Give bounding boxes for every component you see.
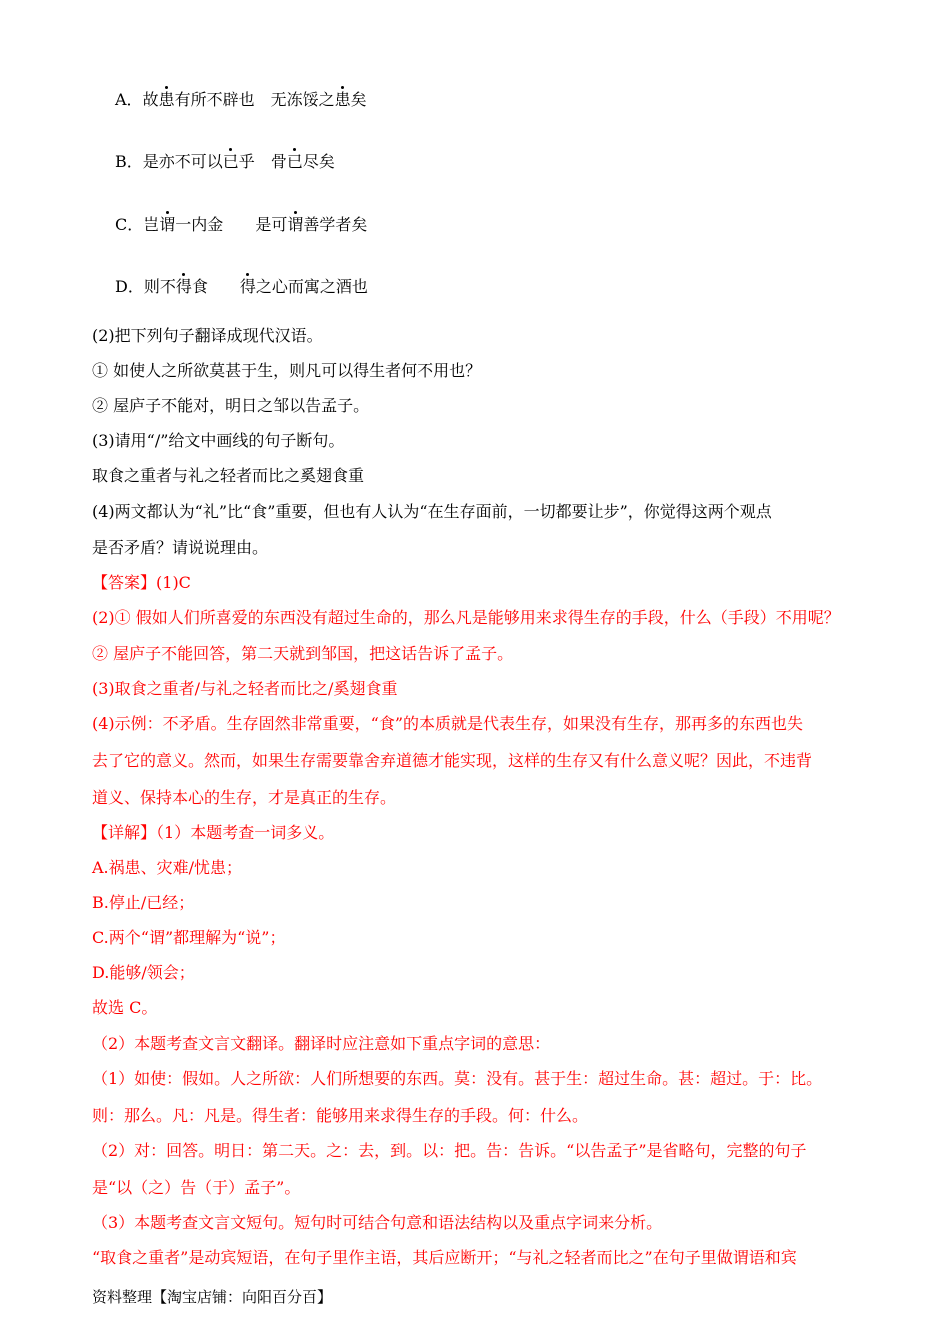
answer-section — [92, 573, 191, 593]
question-3-sentence: 取食之重者与礼之轻者而比之奚翅食重 — [92, 466, 365, 485]
emphasis-dot-char: 谓 — [287, 215, 304, 234]
question-2: (2)把下列句子翻译成现代汉语。 — [92, 326, 323, 345]
detail-section — [92, 823, 334, 843]
detail-option-c: C.两个“谓”都理解为“说”； — [92, 928, 286, 947]
option-b: B．是亦不可以已乎 骨已尽矣 — [115, 152, 335, 171]
question-3: (3)请用“/”给文中画线的句子断句。 — [92, 431, 345, 450]
emphasis-dot-char: 谓 — [159, 215, 176, 234]
page-footer: 资料整理【淘宝店铺：向阳百分百】 — [92, 1288, 333, 1306]
question-2-item-1: ① 如使人之所欲莫甚于生，则凡可以得生者何不用也？ — [92, 361, 482, 380]
answer-1: (1)C — [156, 573, 191, 592]
emphasis-dot-char: 已 — [222, 152, 239, 171]
answer-3: (3)取食之重者/与礼之轻者而比之/奚翅食重 — [92, 679, 398, 698]
detail-1: （1）本题考查一词多义。 — [156, 823, 335, 842]
detail-label: 【详解】 — [92, 823, 157, 842]
detail-2-1-line-2: 则：那么。凡：凡是。得生者：能够用来求得生存的手段。何：什么。 — [92, 1106, 589, 1125]
option-a: A．故患有所不辟也 无冻馁之患矣 — [115, 90, 367, 109]
detail-3-line-1: “取食之重者”是动宾短语，在句子里作主语，其后应断开；“与礼之轻者而比之”在句子里做谓语和宾 — [92, 1248, 797, 1267]
answer-4-line-3: 道义、保持本心的生存，才是真正的生存。 — [92, 788, 397, 807]
answer-2-line-1: (2)① 假如人们所喜爱的东西没有超过生命的，那么凡是能够用来求得生存的手段，什么（手段）不用呢？ — [92, 608, 840, 627]
detail-option-a: A.祸患、灾难/忧患； — [92, 858, 243, 877]
emphasis-dot-char: 得 — [175, 277, 192, 296]
detail-3: （3）本题考查文言文短句。短句时可结合句意和语法结构以及重点字词来分析。 — [92, 1213, 663, 1232]
option-c: C．岂谓一内金 是可谓善学者矣 — [115, 215, 368, 234]
answer-4-line-1: (4)示例：不矛盾。生存固然非常重要，“食”的本质就是代表生存，如果没有生存，那再多的东西也失 — [92, 714, 804, 733]
question-2-item-2: ② 屋庐子不能对，明日之邹以告孟子。 — [92, 396, 370, 415]
answer-label: 【答案】 — [92, 573, 157, 592]
question-4-line-1: (4)两文都认为“礼”比“食”重要，但也有人认为“在生存面前，一切都要让步”，你觉得这两个观点 — [92, 502, 772, 521]
emphasis-dot-char: 患 — [158, 90, 175, 109]
option-d: D．则不得食 得之心而寓之酒也 — [115, 277, 368, 296]
emphasis-dot-char: 患 — [334, 90, 351, 109]
answer-4-line-2: 去了它的意义。然而，如果生存需要靠舍弃道德才能实现，这样的生存又有什么意义呢？因此，不违背 — [92, 751, 813, 770]
detail-2-2-line-1: （2）对：回答。明日：第二天。之：去，到。以：把。告：告诉。“以告孟子”是省略句，完整的句子 — [92, 1141, 807, 1160]
detail-selection: 故选 C。 — [92, 998, 158, 1017]
question-4-line-2: 是否矛盾？请说说理由。 — [92, 538, 269, 557]
detail-option-b: B.停止/已经； — [92, 893, 195, 912]
detail-2-1-line-1: （1）如使：假如。人之所欲：人们所想要的东西。莫：没有。甚于生：超过生命。甚：超过。于：比。 — [92, 1069, 823, 1088]
emphasis-dot-char: 得 — [239, 277, 256, 296]
detail-2-2-line-2: 是“以（之）告（于）孟子”。 — [92, 1178, 301, 1197]
answer-2-line-2: ② 屋庐子不能回答，第二天就到邹国，把这话告诉了孟子。 — [92, 644, 514, 663]
detail-2: （2）本题考查文言文翻译。翻译时应注意如下重点字词的意思： — [92, 1034, 551, 1053]
detail-option-d: D.能够/领会； — [92, 963, 195, 982]
emphasis-dot-char: 已 — [286, 152, 303, 171]
